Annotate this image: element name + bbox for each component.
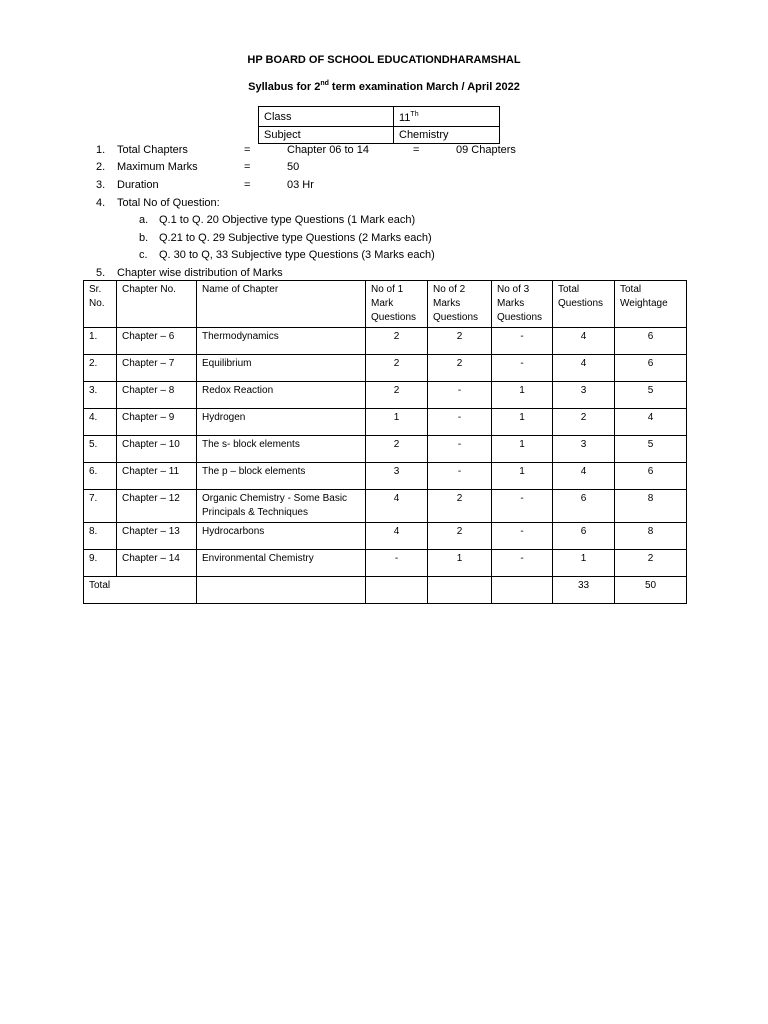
item-1-value: Chapter 06 to 14 — [287, 144, 369, 156]
board-title: HP BOARD OF SCHOOL EDUCATIONDHARAMSHAL — [247, 54, 521, 66]
cell-total-questions: 6 — [553, 523, 615, 550]
cell-1-mark: 2 — [366, 355, 428, 382]
cell-1-mark: 2 — [366, 328, 428, 355]
cell-chapter-no: Chapter – 13 — [117, 523, 197, 550]
cell-total-questions: 3 — [553, 436, 615, 463]
header-chapter-name: Name of Chapter — [197, 281, 366, 328]
table-row — [84, 382, 687, 409]
item-2-number: 2. — [96, 161, 106, 173]
subitem-b-letter: b. — [139, 232, 149, 244]
cell-3-marks: 1 — [492, 409, 553, 436]
cell-chapter-name: Equilibrium — [197, 355, 366, 382]
table-row — [84, 436, 687, 463]
cell-total-questions: 2 — [553, 409, 615, 436]
cell-2-marks: 2 — [428, 490, 492, 523]
cell-1-mark: 2 — [366, 436, 428, 463]
item-4-number: 4. — [96, 197, 106, 209]
cell-total-weightage: 8 — [615, 523, 687, 550]
cell-sr-no: 9. — [84, 550, 117, 577]
cell-chapter-no: Chapter – 12 — [117, 490, 197, 523]
cell-total-questions: 1 — [553, 550, 615, 577]
cell-total-questions: 4 — [553, 463, 615, 490]
item-1-number: 1. — [96, 144, 106, 156]
marks-distribution-table — [83, 280, 687, 604]
cell-total-weightage: 6 — [615, 463, 687, 490]
header-3-marks: No of 3 Marks Questions — [492, 281, 553, 328]
cell-total-weightage: 6 — [615, 355, 687, 382]
table-row — [84, 550, 687, 577]
cell-total-questions: 6 — [553, 490, 615, 523]
cell-3-marks: - — [492, 550, 553, 577]
cell-total-questions: 4 — [553, 355, 615, 382]
cell-sr-no: 6. — [84, 463, 117, 490]
class-number: 11 — [399, 112, 411, 124]
cell-sr-no: 2. — [84, 355, 117, 382]
cell-sr-no: 4. — [84, 409, 117, 436]
table-row — [84, 490, 687, 523]
cell-3-marks: 1 — [492, 382, 553, 409]
cell-chapter-no: Chapter – 10 — [117, 436, 197, 463]
cell-chapter-name: Hydrocarbons — [197, 523, 366, 550]
cell-total-questions: 4 — [553, 328, 615, 355]
cell-total-weightage: 5 — [615, 436, 687, 463]
syllabus-suffix: term examination March / April 2022 — [328, 81, 520, 93]
cell-chapter-no: Chapter – 11 — [117, 463, 197, 490]
item-3-value: 03 Hr — [287, 179, 314, 191]
cell-total-weightage: 8 — [615, 490, 687, 523]
item-5-number: 5. — [96, 267, 106, 279]
cell-chapter-name: The p – block elements — [197, 463, 366, 490]
table-row — [84, 355, 687, 382]
cell-total-weightage: 2 — [615, 550, 687, 577]
cell-1-mark: - — [366, 550, 428, 577]
cell-total-weightage: 6 — [615, 328, 687, 355]
class-label: Class — [259, 107, 394, 127]
cell-3-marks: - — [492, 490, 553, 523]
cell-chapter-name: Redox Reaction — [197, 382, 366, 409]
cell-1-mark: 1 — [366, 409, 428, 436]
subject-label: Subject — [259, 127, 394, 144]
cell-1-mark: 4 — [366, 523, 428, 550]
total-questions-value: 33 — [553, 577, 615, 604]
cell-1-mark: 4 — [366, 490, 428, 523]
cell-2-marks: - — [428, 409, 492, 436]
subitem-a-text: Q.1 to Q. 20 Objective type Questions (1 Mark each) — [159, 214, 416, 226]
subitem-c-letter: c. — [139, 249, 148, 261]
cell-total-questions: 3 — [553, 382, 615, 409]
cell-2-marks: - — [428, 436, 492, 463]
class-subject-table — [258, 106, 500, 144]
cell-2-marks: 2 — [428, 355, 492, 382]
item-3-label: Duration — [117, 179, 159, 191]
cell-1-mark: 3 — [366, 463, 428, 490]
header-total-questions: Total Questions — [553, 281, 615, 328]
cell-chapter-name: Thermodynamics — [197, 328, 366, 355]
item-2-value: 50 — [287, 161, 300, 173]
table-total-row — [84, 577, 687, 604]
item-1-value-2: 09 Chapters — [456, 144, 516, 156]
total-empty-cell — [197, 577, 366, 604]
header-chapter-no: Chapter No. — [117, 281, 197, 328]
table-row — [84, 523, 687, 550]
subject-row — [259, 127, 500, 144]
total-weightage-value: 50 — [615, 577, 687, 604]
cell-chapter-name: The s- block elements — [197, 436, 366, 463]
table-row — [84, 463, 687, 490]
class-row — [259, 107, 500, 127]
header-sr-no: Sr. No. — [84, 281, 117, 328]
cell-2-marks: 1 — [428, 550, 492, 577]
syllabus-prefix: Syllabus for 2 — [248, 81, 321, 93]
item-2-equals: = — [244, 161, 251, 173]
cell-total-weightage: 5 — [615, 382, 687, 409]
cell-2-marks: - — [428, 382, 492, 409]
total-label: Total — [84, 577, 197, 604]
item-2-label: Maximum Marks — [117, 161, 198, 173]
subitem-c-text: Q. 30 to Q, 33 Subjective type Questions (3 Marks each) — [159, 249, 435, 261]
table-row — [84, 328, 687, 355]
item-1-label: Total Chapters — [117, 144, 188, 156]
item-3-equals: = — [244, 179, 251, 191]
cell-chapter-no: Chapter – 14 — [117, 550, 197, 577]
cell-2-marks: - — [428, 463, 492, 490]
cell-sr-no: 5. — [84, 436, 117, 463]
item-3-number: 3. — [96, 179, 106, 191]
cell-chapter-name: Hydrogen — [197, 409, 366, 436]
cell-chapter-no: Chapter – 8 — [117, 382, 197, 409]
total-empty-cell — [366, 577, 428, 604]
table-header-row — [84, 281, 687, 328]
header-total-weightage: Total Weightage — [615, 281, 687, 328]
total-empty-cell — [428, 577, 492, 604]
cell-3-marks: 1 — [492, 463, 553, 490]
cell-3-marks: - — [492, 328, 553, 355]
cell-chapter-no: Chapter – 7 — [117, 355, 197, 382]
cell-3-marks: - — [492, 355, 553, 382]
table-row — [84, 409, 687, 436]
header-2-marks: No of 2 Marks Questions — [428, 281, 492, 328]
item-5-label: Chapter wise distribution of Marks — [117, 267, 283, 279]
subitem-a-letter: a. — [139, 214, 149, 226]
cell-chapter-no: Chapter – 9 — [117, 409, 197, 436]
cell-1-mark: 2 — [366, 382, 428, 409]
total-empty-cell — [492, 577, 553, 604]
cell-3-marks: - — [492, 523, 553, 550]
header-1-mark: No of 1 Mark Questions — [366, 281, 428, 328]
cell-sr-no: 3. — [84, 382, 117, 409]
class-value — [394, 107, 500, 127]
subitem-b-text: Q.21 to Q. 29 Subjective type Questions (2 Marks each) — [159, 232, 432, 244]
cell-total-weightage: 4 — [615, 409, 687, 436]
class-sup: Th — [410, 111, 419, 118]
item-1-equals-2: = — [413, 144, 420, 156]
cell-sr-no: 7. — [84, 490, 117, 523]
item-4-label: Total No of Question: — [117, 197, 220, 209]
syllabus-sup: nd — [320, 80, 329, 87]
cell-chapter-name: Organic Chemistry - Some Basic Principals & Techniques — [197, 490, 366, 523]
cell-2-marks: 2 — [428, 523, 492, 550]
item-1-equals: = — [244, 144, 251, 156]
cell-chapter-no: Chapter – 6 — [117, 328, 197, 355]
cell-3-marks: 1 — [492, 436, 553, 463]
cell-2-marks: 2 — [428, 328, 492, 355]
syllabus-title — [0, 80, 768, 93]
cell-chapter-name: Environmental Chemistry — [197, 550, 366, 577]
subject-value: Chemistry — [394, 127, 500, 144]
cell-sr-no: 8. — [84, 523, 117, 550]
cell-sr-no: 1. — [84, 328, 117, 355]
